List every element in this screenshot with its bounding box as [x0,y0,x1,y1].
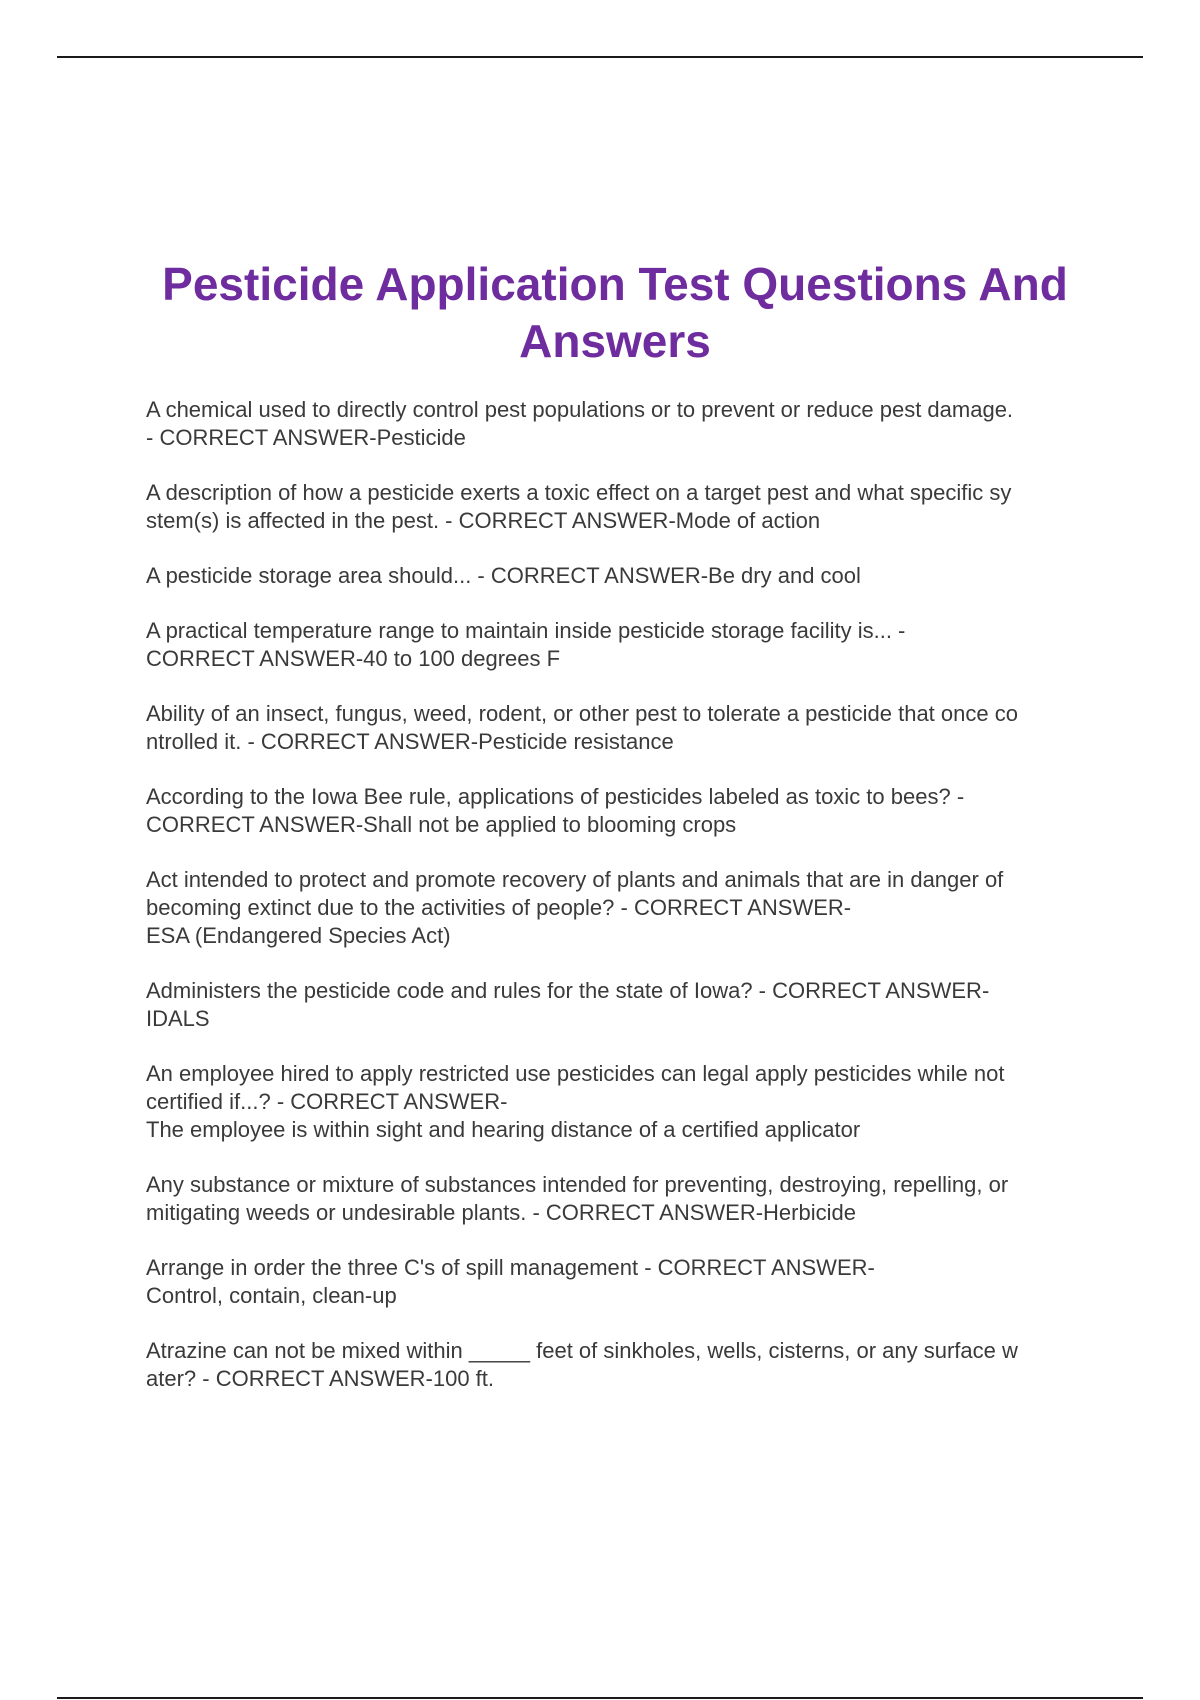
qa-item: A practical temperature range to maintain inside pesticide storage facility is... - CORRECT ANSWER-40 to 100 degrees F [146,618,906,671]
qa-item: Any substance or mixture of substances intended for preventing, destroying, repelling, or mitigating weeds or undesirable plants. - CORRECT ANSWER-Herbicide [146,1172,1009,1225]
qa-item: A chemical used to directly control pest populations or to prevent or reduce pest damage. - CORRECT ANSWER-Pesticide [146,397,1014,450]
qa-item: Arrange in order the three C's of spill management - CORRECT ANSWER- Control, contain, clean-up [146,1255,875,1308]
qa-item: An employee hired to apply restricted use pesticides can legal apply pesticides while not certified if...? - CORRECT ANSWER- The employee is within sight and hearing distance of a certified applicator [146,1061,1005,1142]
qa-item: Administers the pesticide code and rules for the state of Iowa? - CORRECT ANSWER- IDALS [146,978,990,1031]
bottom-divider [57,1697,1143,1699]
qa-item: Act intended to protect and promote recovery of plants and animals that are in danger of becoming extinct due to the activities of people? - CORRECT ANSWER- ESA (Endangered Species Act) [146,867,1004,948]
qa-item: A pesticide storage area should... - CORRECT ANSWER-Be dry and cool [146,563,861,588]
qa-item: According to the Iowa Bee rule, applications of pesticides labeled as toxic to bees? - CORRECT ANSWER-Shall not be applied to blooming crops [146,784,965,837]
document-title: Pesticide Application Test Questions And Answers [162,258,1068,367]
qa-list [146,396,1096,1420]
qa-item: Ability of an insect, fungus, weed, rodent, or other pest to tolerate a pesticide that once co ntrolled it. - CORRECT ANSWER-Pesticide resistance [146,701,1018,754]
qa-item: Atrazine can not be mixed within _____ feet of sinkholes, wells, cisterns, or any surface w ater? - CORRECT ANSWER-100 ft. [146,1338,1018,1391]
top-divider [57,56,1143,58]
qa-item: A description of how a pesticide exerts a toxic effect on a target pest and what specific sy stem(s) is affected in the pest. - CORRECT ANSWER-Mode of action [146,480,1012,533]
